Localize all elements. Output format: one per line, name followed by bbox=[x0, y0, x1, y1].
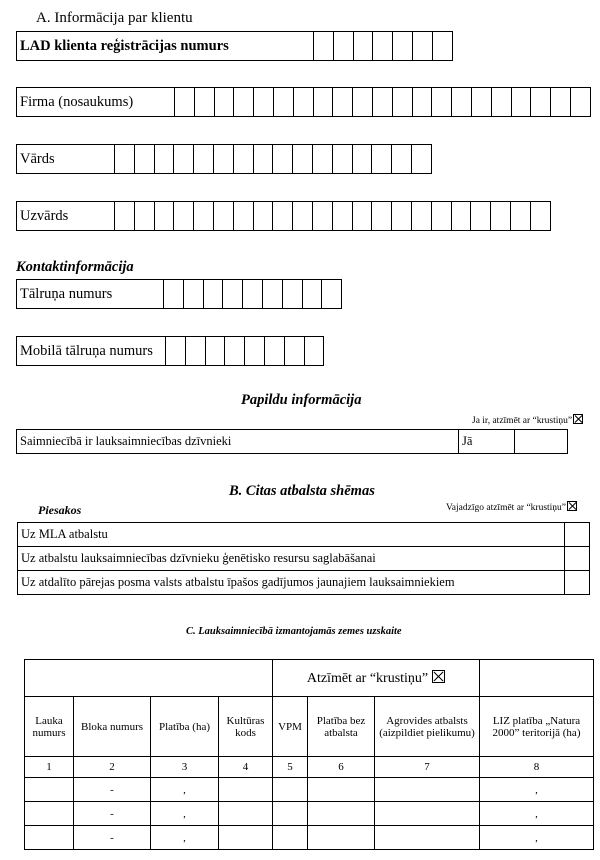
char-box[interactable] bbox=[431, 202, 451, 230]
cell-input[interactable] bbox=[375, 778, 480, 802]
char-box[interactable] bbox=[392, 88, 412, 116]
char-box[interactable] bbox=[332, 88, 352, 116]
char-box[interactable] bbox=[412, 32, 432, 60]
cell-input[interactable] bbox=[219, 826, 273, 850]
cell-input[interactable] bbox=[273, 778, 308, 802]
cell-input[interactable]: , bbox=[480, 802, 594, 826]
scheme-checkbox[interactable] bbox=[565, 547, 590, 571]
char-box[interactable] bbox=[205, 337, 225, 365]
table-row bbox=[25, 826, 594, 850]
table-row bbox=[18, 547, 590, 571]
section-b-note: Vajadzīgo atzīmēt ar “krustiņu” bbox=[446, 501, 577, 513]
cell-input[interactable] bbox=[219, 802, 273, 826]
cells-last-name bbox=[114, 202, 550, 230]
char-box[interactable] bbox=[451, 202, 471, 230]
char-box[interactable] bbox=[530, 88, 550, 116]
col-header: Lauka numurs bbox=[25, 697, 74, 757]
char-box[interactable] bbox=[391, 202, 411, 230]
char-box[interactable] bbox=[134, 145, 154, 173]
cell-input[interactable] bbox=[308, 802, 375, 826]
char-box[interactable] bbox=[272, 145, 292, 173]
scheme-label: Uz atdalīto pārejas posma valsts atbalstu īpašos gadījumos jaunajiem lauksaimniekiem bbox=[18, 571, 565, 595]
mark-header: Atzīmēt ar “krustiņu” bbox=[273, 660, 480, 697]
cell-input[interactable] bbox=[273, 802, 308, 826]
cell-input[interactable] bbox=[308, 778, 375, 802]
char-box[interactable] bbox=[372, 32, 392, 60]
col-header: Agrovides atbalsts (aizpildiet pielikumu) bbox=[375, 697, 480, 757]
field-first-name bbox=[16, 144, 432, 174]
char-box[interactable] bbox=[292, 145, 312, 173]
char-box[interactable] bbox=[284, 337, 304, 365]
col-number: 3 bbox=[151, 757, 219, 778]
char-box[interactable] bbox=[214, 88, 234, 116]
scheme-checkbox[interactable] bbox=[565, 523, 590, 547]
char-box[interactable] bbox=[411, 202, 431, 230]
section-b-heading: B. Citas atbalsta shēmas bbox=[229, 483, 375, 499]
char-box[interactable] bbox=[371, 145, 391, 173]
char-box[interactable] bbox=[233, 88, 253, 116]
checkbox-x-icon bbox=[573, 414, 583, 424]
livestock-row bbox=[16, 429, 568, 454]
char-box[interactable] bbox=[352, 202, 372, 230]
table-row bbox=[25, 697, 594, 757]
char-box[interactable] bbox=[165, 337, 185, 365]
cells-mobile bbox=[165, 337, 323, 365]
scheme-checkbox[interactable] bbox=[565, 571, 590, 595]
cell-input[interactable] bbox=[219, 778, 273, 802]
char-box[interactable] bbox=[203, 280, 223, 308]
char-box[interactable] bbox=[321, 280, 341, 308]
field-company-name bbox=[16, 87, 591, 117]
char-box[interactable] bbox=[194, 88, 214, 116]
char-box[interactable] bbox=[313, 32, 333, 60]
table-row bbox=[25, 757, 594, 778]
field-label: Tālruņa numurs bbox=[20, 285, 113, 302]
char-box[interactable] bbox=[282, 280, 302, 308]
char-box[interactable] bbox=[570, 88, 590, 116]
char-box[interactable] bbox=[114, 145, 134, 173]
field-label: Vārds bbox=[20, 150, 55, 167]
col-number: 6 bbox=[308, 757, 375, 778]
table-row bbox=[25, 660, 594, 697]
col-number: 4 bbox=[219, 757, 273, 778]
char-box[interactable] bbox=[233, 145, 253, 173]
cell-input[interactable]: , bbox=[151, 826, 219, 850]
field-label: Firma (nosaukums) bbox=[20, 93, 134, 110]
cell-input[interactable] bbox=[375, 802, 480, 826]
char-box[interactable] bbox=[222, 280, 242, 308]
char-box[interactable] bbox=[264, 337, 284, 365]
cell-input[interactable] bbox=[25, 778, 74, 802]
char-box[interactable] bbox=[412, 88, 432, 116]
cells-first-name bbox=[114, 145, 431, 173]
char-box[interactable] bbox=[530, 202, 550, 230]
col-number: 1 bbox=[25, 757, 74, 778]
char-box[interactable] bbox=[471, 88, 491, 116]
char-box[interactable] bbox=[293, 88, 313, 116]
char-box[interactable] bbox=[262, 280, 282, 308]
col-header: Bloka numurs bbox=[74, 697, 151, 757]
field-label: Uzvārds bbox=[20, 207, 69, 224]
livestock-checkbox[interactable] bbox=[514, 430, 567, 453]
char-box[interactable] bbox=[273, 88, 293, 116]
char-box[interactable] bbox=[550, 88, 570, 116]
char-box[interactable] bbox=[411, 145, 431, 173]
char-box[interactable] bbox=[114, 202, 134, 230]
col-header: LIZ platība „Natura 2000” teritorijā (ha) bbox=[480, 697, 594, 757]
char-box[interactable] bbox=[511, 88, 531, 116]
char-box[interactable] bbox=[352, 88, 372, 116]
table-row bbox=[25, 778, 594, 802]
cell-input[interactable] bbox=[25, 802, 74, 826]
field-lad-number bbox=[16, 31, 453, 61]
char-box[interactable] bbox=[490, 202, 510, 230]
char-box[interactable] bbox=[371, 202, 391, 230]
checkbox-x-icon bbox=[567, 501, 577, 511]
land-table bbox=[24, 659, 594, 850]
char-box[interactable] bbox=[470, 202, 490, 230]
col-number: 8 bbox=[480, 757, 594, 778]
char-box[interactable] bbox=[432, 32, 452, 60]
field-label: LAD klienta reģistrācijas numurs bbox=[20, 37, 229, 54]
char-box[interactable] bbox=[302, 280, 322, 308]
header-blank bbox=[480, 660, 594, 697]
col-number: 7 bbox=[375, 757, 480, 778]
char-box[interactable] bbox=[313, 88, 333, 116]
field-phone bbox=[16, 279, 342, 309]
col-number: 2 bbox=[74, 757, 151, 778]
char-box[interactable] bbox=[213, 202, 233, 230]
char-box[interactable] bbox=[154, 145, 174, 173]
char-box[interactable] bbox=[253, 145, 273, 173]
char-box[interactable] bbox=[272, 202, 292, 230]
extra-note: Ja ir, atzīmēt ar “krustiņu” bbox=[472, 414, 583, 426]
cells-company-name bbox=[174, 88, 590, 116]
char-box[interactable] bbox=[510, 202, 530, 230]
checkbox-x-icon bbox=[432, 670, 445, 683]
char-box[interactable] bbox=[213, 145, 233, 173]
cell-input[interactable]: - bbox=[74, 778, 151, 802]
cell-input[interactable] bbox=[375, 826, 480, 850]
section-b-sub: Piesakos bbox=[38, 503, 82, 517]
livestock-label: Saimniecībā ir lauksaimniecības dzīvnieki bbox=[20, 434, 232, 448]
table-row bbox=[25, 802, 594, 826]
char-box[interactable] bbox=[244, 337, 264, 365]
char-box[interactable] bbox=[224, 337, 244, 365]
cell-input[interactable]: , bbox=[480, 778, 594, 802]
char-box[interactable] bbox=[173, 202, 193, 230]
cell-input[interactable]: - bbox=[74, 826, 151, 850]
char-box[interactable] bbox=[233, 202, 253, 230]
char-box[interactable] bbox=[392, 32, 412, 60]
scheme-label: Uz MLA atbalstu bbox=[18, 523, 565, 547]
char-box[interactable] bbox=[391, 145, 411, 173]
cells-lad-number bbox=[313, 32, 452, 60]
field-last-name bbox=[16, 201, 551, 231]
char-box[interactable] bbox=[333, 32, 353, 60]
table-row bbox=[18, 571, 590, 595]
header-blank bbox=[25, 660, 273, 697]
section-c-heading: C. Lauksaimniecībā izmantojamās zemes uzskaite bbox=[186, 626, 402, 637]
char-box[interactable] bbox=[312, 202, 332, 230]
col-header: Platība bez atbalsta bbox=[308, 697, 375, 757]
char-box[interactable] bbox=[173, 145, 193, 173]
char-box[interactable] bbox=[174, 88, 194, 116]
livestock-answer: Jā bbox=[458, 430, 514, 453]
char-box[interactable] bbox=[292, 202, 312, 230]
cell-input[interactable] bbox=[25, 826, 74, 850]
char-box[interactable] bbox=[451, 88, 471, 116]
cell-input[interactable]: , bbox=[151, 802, 219, 826]
scheme-label: Uz atbalstu lauksaimniecības dzīvnieku ģenētisko resursu saglabāšanai bbox=[18, 547, 565, 571]
cells-phone bbox=[163, 280, 341, 308]
cell-input[interactable] bbox=[273, 826, 308, 850]
col-header: Platība (ha) bbox=[151, 697, 219, 757]
field-label: Mobilā tālruņa numurs bbox=[20, 342, 153, 359]
col-number: 5 bbox=[273, 757, 308, 778]
char-box[interactable] bbox=[163, 280, 183, 308]
char-box[interactable] bbox=[304, 337, 324, 365]
section-a-title: A. Informācija par klientu bbox=[36, 10, 193, 26]
cell-input[interactable]: , bbox=[480, 826, 594, 850]
char-box[interactable] bbox=[185, 337, 205, 365]
char-box[interactable] bbox=[193, 202, 213, 230]
cell-input[interactable]: , bbox=[151, 778, 219, 802]
char-box[interactable] bbox=[491, 88, 511, 116]
char-box[interactable] bbox=[332, 202, 352, 230]
char-box[interactable] bbox=[183, 280, 203, 308]
char-box[interactable] bbox=[253, 202, 273, 230]
char-box[interactable] bbox=[154, 202, 174, 230]
char-box[interactable] bbox=[193, 145, 213, 173]
char-box[interactable] bbox=[372, 88, 392, 116]
char-box[interactable] bbox=[352, 145, 372, 173]
char-box[interactable] bbox=[431, 88, 451, 116]
char-box[interactable] bbox=[332, 145, 352, 173]
char-box[interactable] bbox=[134, 202, 154, 230]
char-box[interactable] bbox=[312, 145, 332, 173]
char-box[interactable] bbox=[242, 280, 262, 308]
support-schemes-table bbox=[17, 522, 590, 595]
contact-heading: Kontaktinformācija bbox=[16, 259, 134, 275]
table-row bbox=[18, 523, 590, 547]
field-mobile bbox=[16, 336, 324, 366]
extra-heading: Papildu informācija bbox=[241, 392, 362, 408]
col-header: VPM bbox=[273, 697, 308, 757]
col-header: Kultūras kods bbox=[219, 697, 273, 757]
char-box[interactable] bbox=[253, 88, 273, 116]
cell-input[interactable]: - bbox=[74, 802, 151, 826]
char-box[interactable] bbox=[353, 32, 373, 60]
cell-input[interactable] bbox=[308, 826, 375, 850]
